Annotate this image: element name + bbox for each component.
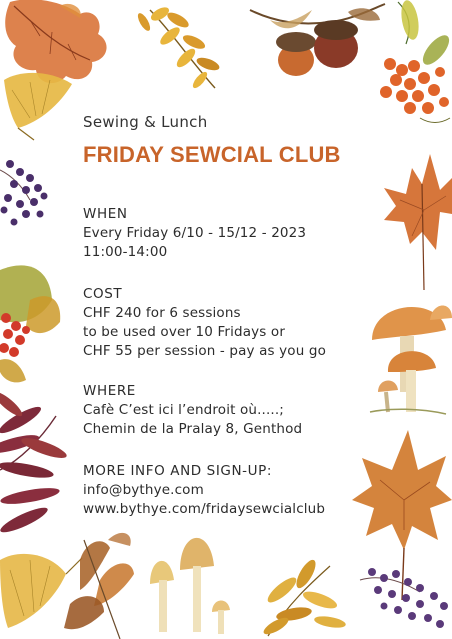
rowan-berries-icon [0,265,60,382]
maple-leaf-icon [352,430,452,600]
venue-address: Chemin de la Pralay 8, Genthod [83,421,303,437]
website-link[interactable]: www.bythye.com/fridaysewcialclub [83,501,326,517]
venue-name: Cafè C’est ici l’endroit où.....; [83,402,284,418]
mushroom-icon [370,305,452,414]
oak-leaf-icon [64,533,134,639]
cost-section [83,285,326,361]
cost-line: CHF 55 per session - pay as you go [83,343,326,359]
flyer-header [83,112,383,169]
fern-icon [136,5,221,91]
info-section [83,462,325,519]
elderberry-icon [0,160,48,226]
info-heading: MORE INFO AND SIGN-UP: [83,463,273,479]
oak-leaf-icon [5,0,106,83]
fern-icon [0,389,69,537]
when-time: 11:00-14:00 [83,244,168,260]
when-section [83,205,306,262]
contact-email[interactable]: info@bythye.com [83,482,204,498]
page-title: FRIDAY SEWCIAL CLUB [83,142,341,167]
when-heading: WHEN [83,206,128,222]
where-section [83,382,302,439]
rowan-berries-icon [380,0,452,123]
elderberry-icon [360,568,448,628]
fern-icon [261,557,346,637]
cost-line: to be used over 10 Fridays or [83,324,286,340]
mushroom-icon [150,538,230,634]
acorn-icon [250,4,385,76]
maple-leaf-icon [384,154,452,290]
cost-line: CHF 240 for 6 sessions [83,305,241,321]
when-dates: Every Friday 6/10 - 15/12 - 2023 [83,225,307,241]
ginkgo-leaf-icon [4,73,72,140]
cost-heading: COST [83,286,123,302]
where-heading: WHERE [83,383,136,399]
subtitle: Sewing & Lunch [83,113,208,131]
